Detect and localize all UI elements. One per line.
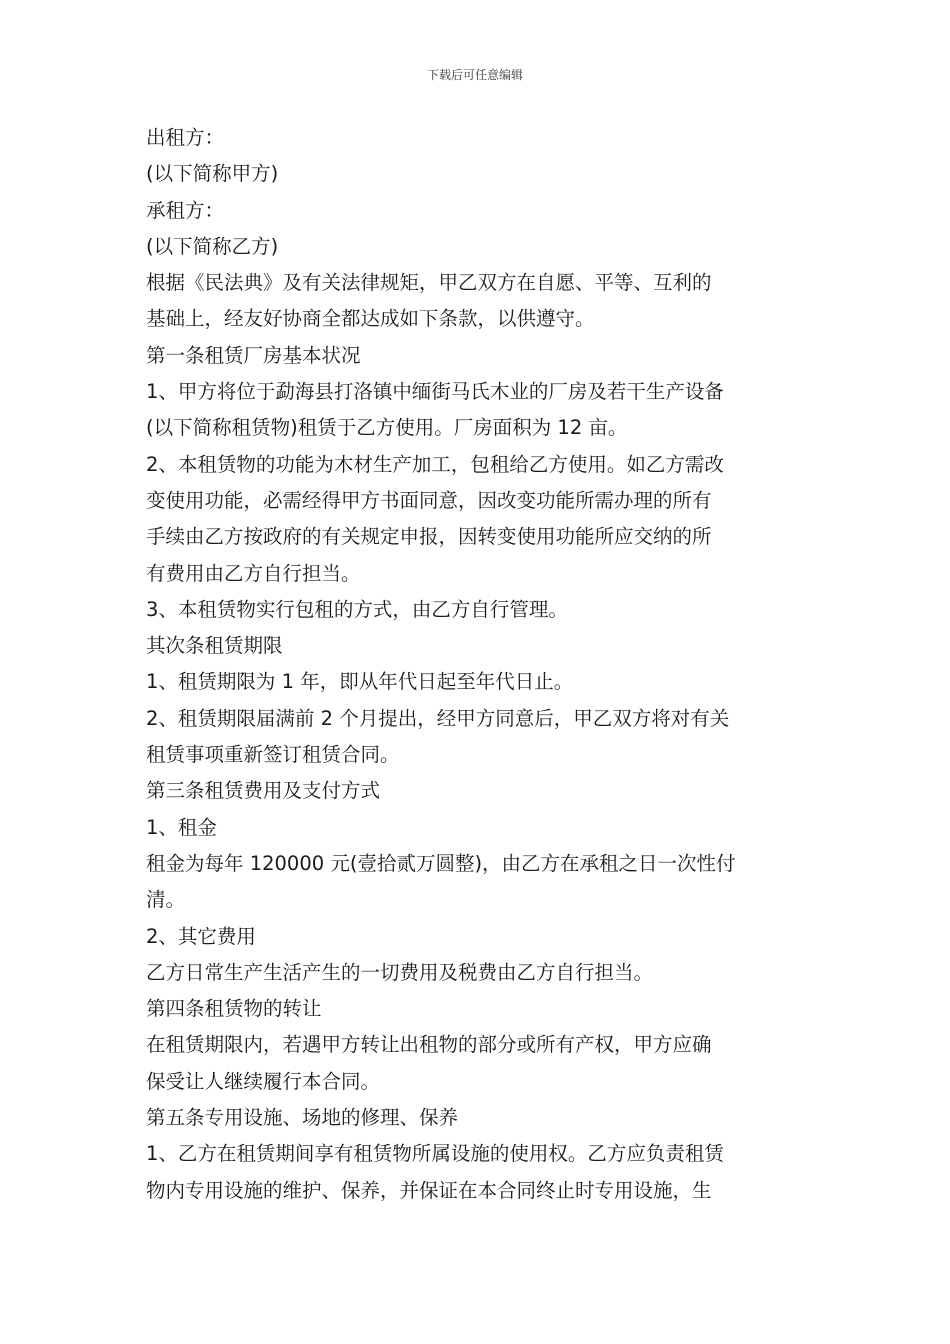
text-line: 1、甲方将位于勐海县打洛镇中缅街马氏木业的厂房及若干生产设备 <box>146 380 724 404</box>
text-line: 租赁事项重新签订租赁合同。 <box>146 743 400 767</box>
text-line: 第三条租赁费用及支付方式 <box>146 779 381 803</box>
text-line: 1、租金 <box>146 815 217 839</box>
text-line: 有费用由乙方自行担当。 <box>146 561 361 585</box>
text-line: 2、其它费用 <box>146 924 256 948</box>
text-line: 清。 <box>146 888 186 912</box>
text-line: 承租方： <box>146 198 225 222</box>
text-line: 根据《民法典》及有关法律规矩，甲乙双方在自愿、平等、互利的 <box>146 271 712 295</box>
text-line: (以下简称租赁物)租赁于乙方使用。厂房面积为 12 亩。 <box>146 416 628 440</box>
text-line: 出租方： <box>146 126 225 149</box>
text-line: 变使用功能，必需经得甲方书面同意，因改变功能所需办理的所有 <box>146 488 712 512</box>
text-line: 物内专用设施的维护、保养，并保证在本合同终止时专用设施，生 <box>146 1178 712 1202</box>
page-header: 下载后可任意编辑 <box>426 68 523 82</box>
text-line: 2、本租赁物的功能为木材生产加工，包租给乙方使用。如乙方需改 <box>146 452 724 476</box>
text-line: (以下简称乙方) <box>146 234 279 258</box>
text-line: 第四条租赁物的转让 <box>146 997 322 1021</box>
document-body <box>146 120 814 1209</box>
text-line: 1、乙方在租赁期间享有租赁物所属设施的使用权。乙方应负责租赁 <box>146 1142 724 1166</box>
text-line: 乙方日常生产生活产生的一切费用及税费由乙方自行担当。 <box>146 960 654 984</box>
text-line: (以下简称甲方) <box>146 162 279 186</box>
text-line: 在租赁期限内，若遇甲方转让出租物的部分或所有产权，甲方应确 <box>146 1033 712 1057</box>
text-line: 手续由乙方按政府的有关规定申报，因转变使用功能所应交纳的所 <box>146 525 712 549</box>
text-line: 保受让人继续履行本合同。 <box>146 1069 381 1093</box>
text-line: 第五条专用设施、场地的修理、保养 <box>146 1106 459 1130</box>
text-line: 第一条租赁厂房基本状况 <box>146 343 361 367</box>
text-line: 3、本租赁物实行包租的方式，由乙方自行管理。 <box>146 597 568 621</box>
text-line: 其次条租赁期限 <box>146 634 283 658</box>
text-line: 基础上，经友好协商全都达成如下条款，以供遵守。 <box>146 307 595 331</box>
text-line: 2、租赁期限届满前 2 个月提出，经甲方同意后，甲乙双方将对有关 <box>146 706 730 730</box>
text-line: 1、租赁期限为 1 年，即从年代日起至年代日止。 <box>146 670 574 694</box>
text-line: 租金为每年 120000 元(壹拾贰万圆整)，由乙方在承租之日一次性付 <box>146 851 736 875</box>
